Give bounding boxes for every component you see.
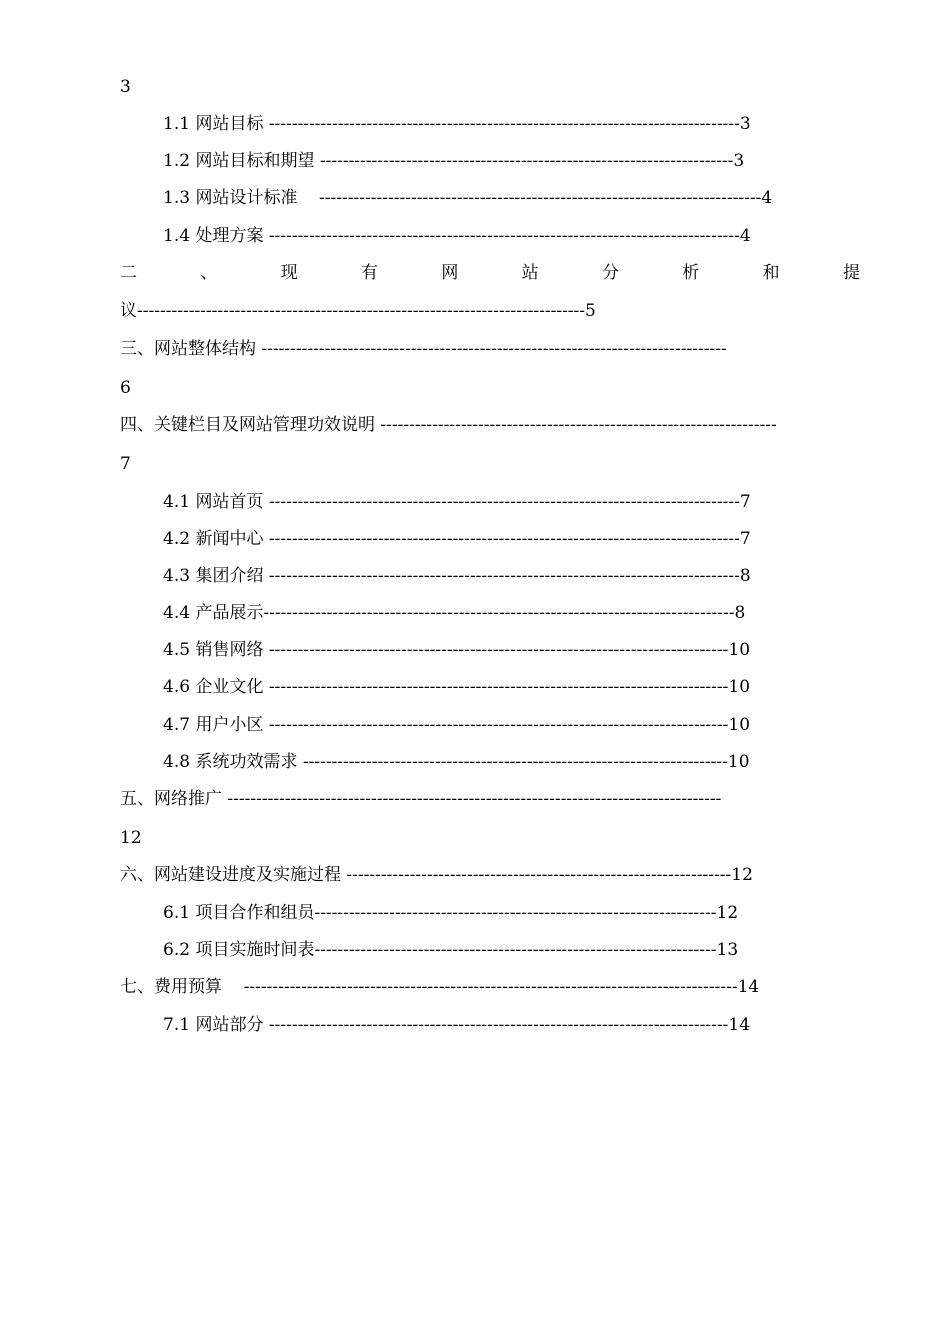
toc-line-section-5[interactable]: 五、网络推广 -------------------------------------------------------------------------------------- (120, 789, 722, 809)
toc-char: 现 (280, 263, 298, 283)
toc-line-4-8[interactable]: 4.8 系统功效需求 --------------------------------------------------------------------------10 (163, 752, 750, 772)
toc-line-4-7[interactable]: 4.7 用户小区 --------------------------------------------------------------------------------10 (163, 715, 751, 735)
toc-line-section-6[interactable]: 六、网站建设进度及实施过程 -------------------------------------------------------------------12 (120, 865, 753, 885)
toc-line-1-1[interactable]: 1.1 网站目标 ----------------------------------------------------------------------------------3 (163, 114, 751, 134)
toc-line-page-12: 12 (120, 828, 142, 848)
toc-line-4-4[interactable]: 4.4 产品展示----------------------------------------------------------------------------------8 (163, 603, 746, 623)
toc-line-7-1[interactable]: 7.1 网站部分 --------------------------------------------------------------------------------14 (163, 1015, 751, 1035)
toc-line-4-3[interactable]: 4.3 集团介绍 ----------------------------------------------------------------------------------8 (163, 566, 751, 586)
toc-line-section-4[interactable]: 四、关键栏目及网站管理功效说明 --------------------------------------------------------------------- (120, 415, 777, 435)
toc-line-4-1[interactable]: 4.1 网站首页 ----------------------------------------------------------------------------------7 (163, 492, 751, 512)
toc-line-section-7[interactable]: 七、费用预算 --------------------------------------------------------------------------------------14 (120, 977, 760, 997)
toc-line-1-2[interactable]: 1.2 网站目标和期望 ------------------------------------------------------------------------3 (163, 151, 745, 171)
toc-char: 析 (682, 263, 700, 283)
toc-line-4-5[interactable]: 4.5 销售网络 --------------------------------------------------------------------------------10 (163, 640, 751, 660)
toc-line-1-4[interactable]: 1.4 处理方案 ----------------------------------------------------------------------------------4 (163, 226, 751, 246)
toc-char: 有 (360, 263, 378, 283)
toc-line-section-3[interactable]: 三、网站整体结构 --------------------------------------------------------------------------------- (120, 339, 727, 359)
toc-line-4-6[interactable]: 4.6 企业文化 --------------------------------------------------------------------------------10 (163, 677, 751, 697)
toc-char: 、 (200, 263, 218, 283)
toc-char: 站 (521, 263, 539, 283)
toc-line-page-6: 6 (120, 378, 131, 398)
toc-char: 提 (842, 263, 860, 283)
toc-line-page-7: 7 (120, 454, 131, 474)
toc-line-4-2[interactable]: 4.2 新闻中心 ----------------------------------------------------------------------------------7 (163, 529, 751, 549)
toc-char: 网 (441, 263, 459, 283)
toc-line-section-2-cont[interactable]: 议------------------------------------------------------------------------------5 (120, 301, 596, 321)
toc-line-6-2[interactable]: 6.2 项目实施时间表----------------------------------------------------------------------13 (163, 940, 739, 960)
toc-char: 分 (601, 263, 619, 283)
toc-char: 和 (762, 263, 780, 283)
toc-line-section-2-spread[interactable] (120, 262, 860, 284)
toc-char: 二 (120, 263, 137, 283)
toc-line-6-1[interactable]: 6.1 项目合作和组员----------------------------------------------------------------------12 (163, 903, 739, 923)
toc-line-page-3: 3 (120, 77, 131, 97)
toc-line-1-3[interactable]: 1.3 网站设计标准 -----------------------------------------------------------------------------4 (163, 188, 773, 208)
